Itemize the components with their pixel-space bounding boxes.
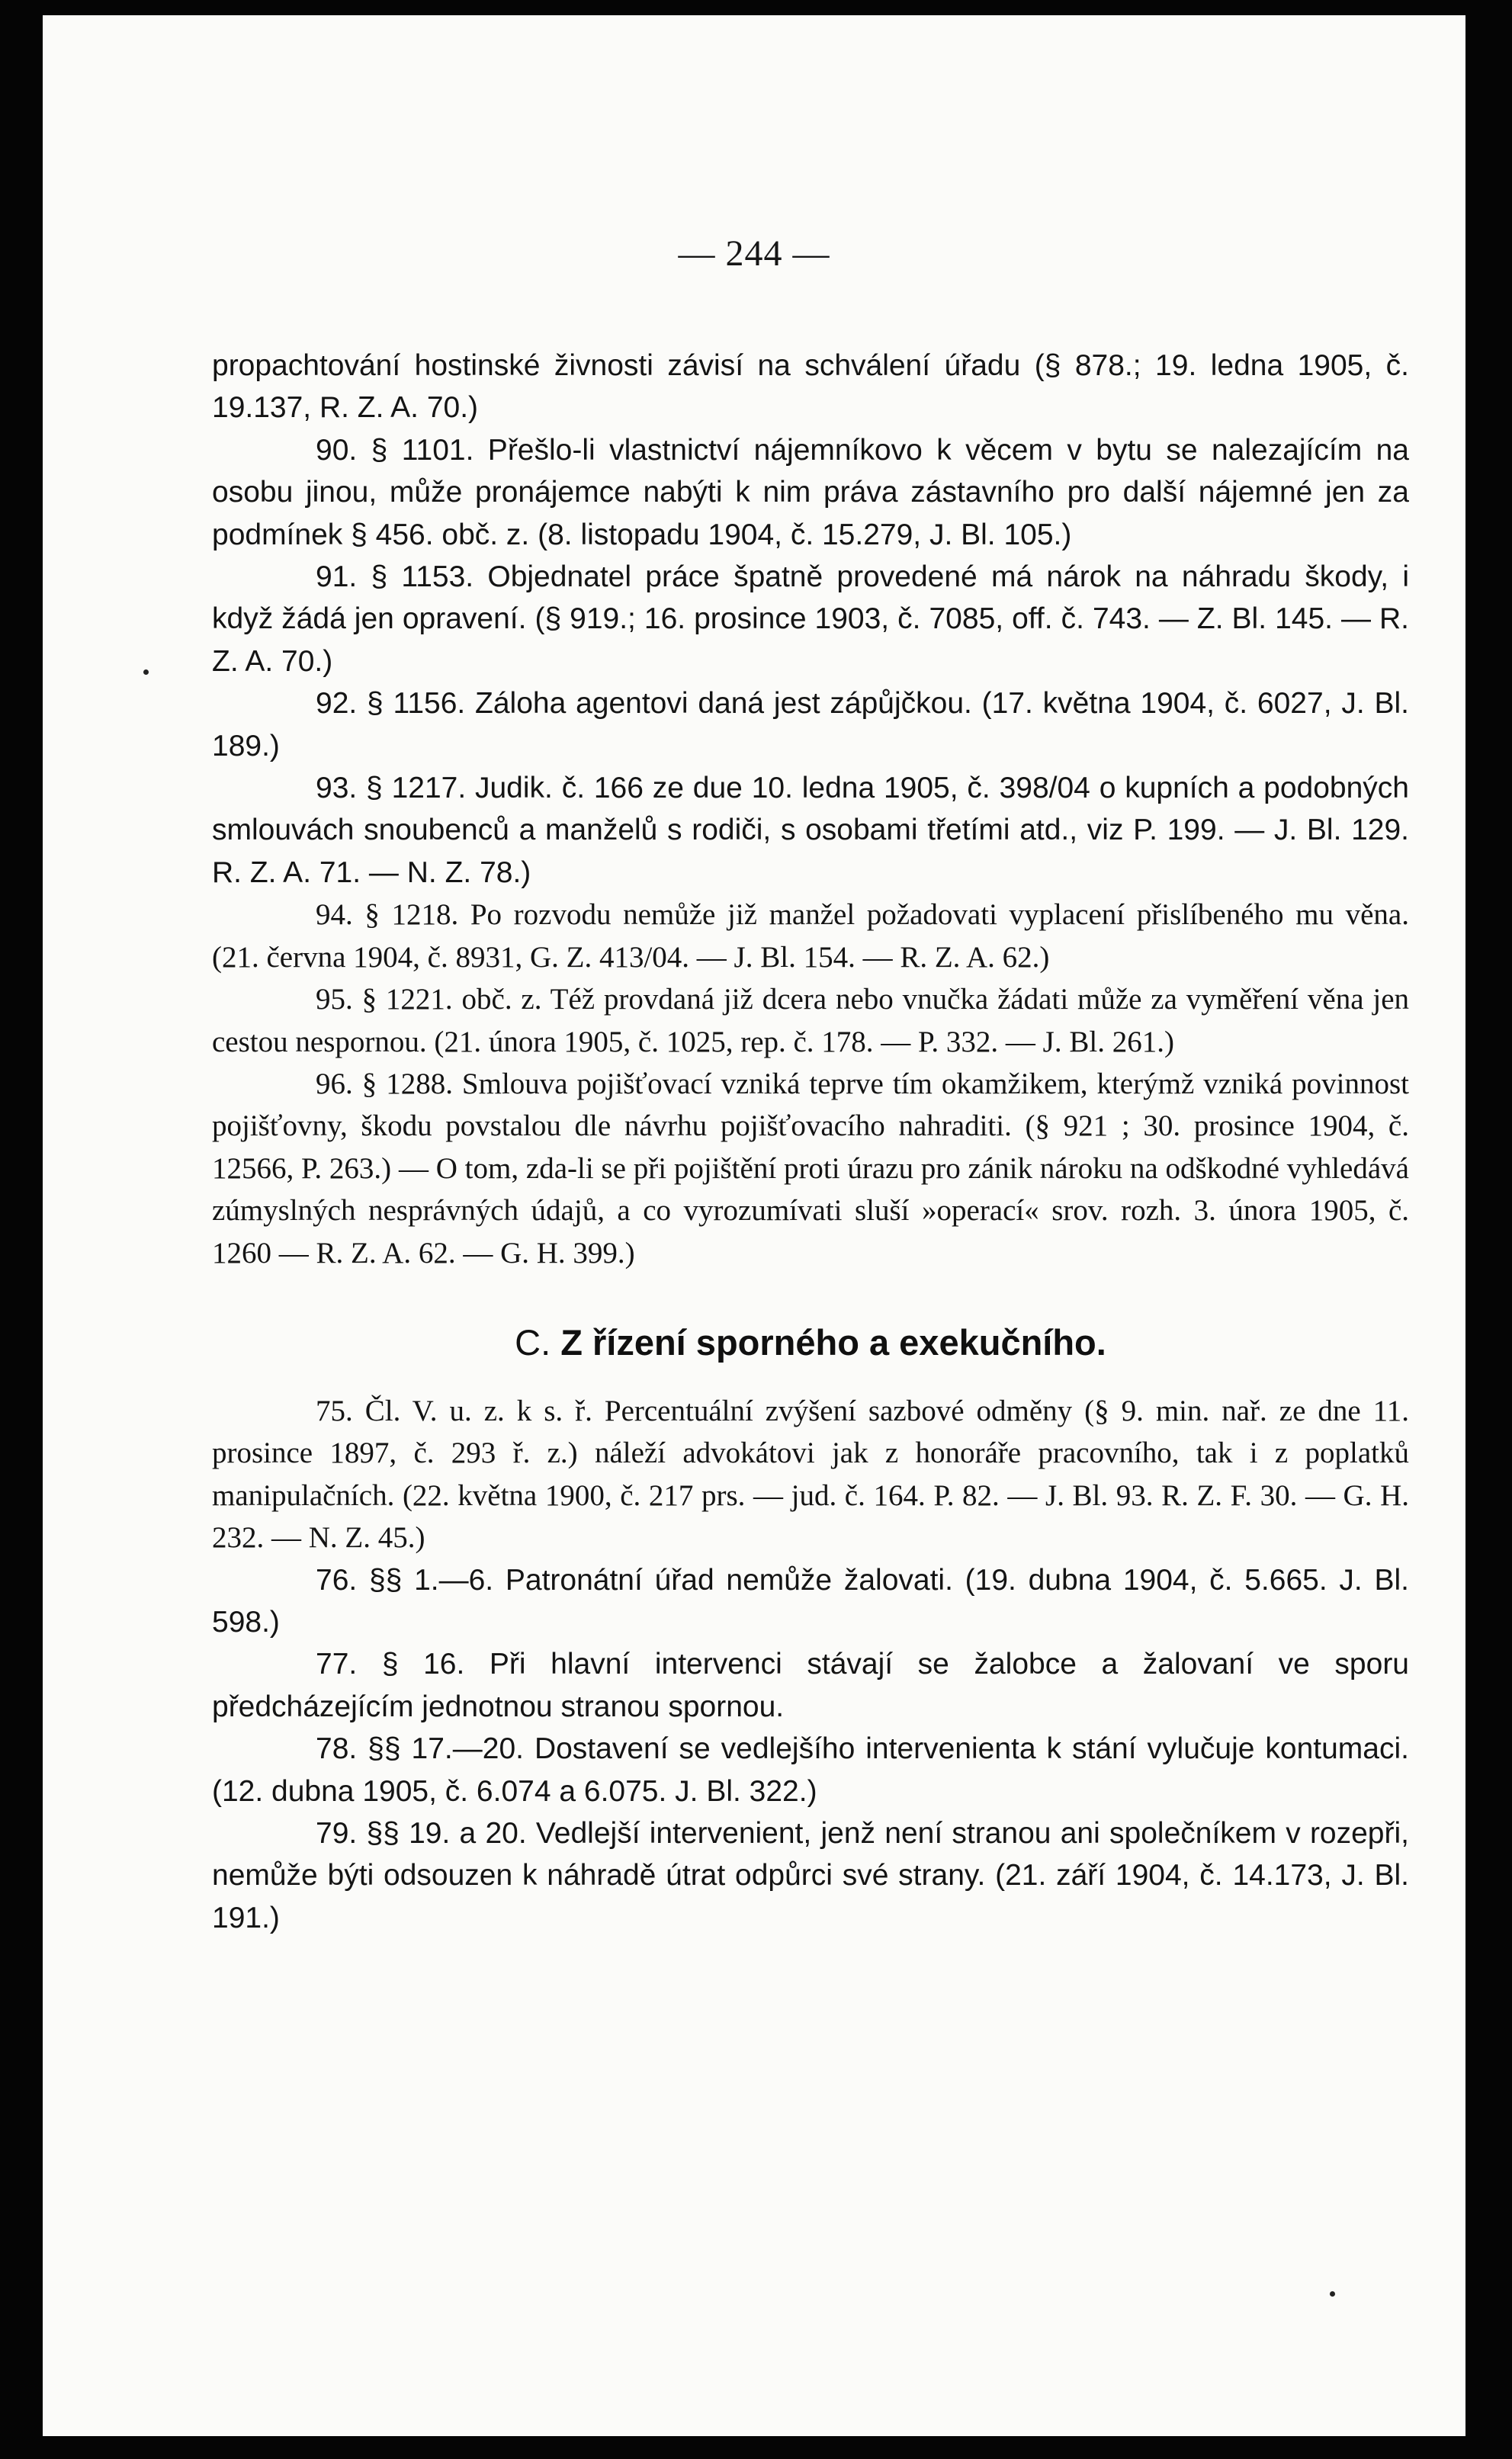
section-title: Z řízení sporného a exekučního. <box>560 1321 1106 1363</box>
paragraph-75: 75. Čl. V. u. z. k s. ř. Percentuální zvýšení sazbové odměny (§ 9. min. nař. ze dne 11. prosince 1897, č. 293 ř. z.) náleží advokátovi jak z honoráře pracovního, tak i z poplatků manipulačních. (22. května 1900, č. 217 prs. — jud. č. 164. P. 82. — J. Bl. 93. R. Z. F. 30. — G. H. 232. — N. Z. 45.) <box>212 1394 1409 1555</box>
book-page <box>43 15 1465 2436</box>
paragraph-79: 79. §§ 19. a 20. Vedlejší intervenient, jenž není stranou ani společníkem v rozepři, nemůže býti odsouzen k náhradě útrat odpůrci své strany. (21. září 1904, č. 14.173, J. Bl. 191.) <box>212 1817 1409 1934</box>
paragraph-94: 94. § 1218. Po rozvodu nemůže již manžel požadovati vyplacení přislíbeného mu věna. (21. června 1904, č. 8931, G. Z. 413/04. — J. Bl. 154. — R. Z. A. 62.) <box>212 898 1409 974</box>
paragraph-96: 96. § 1288. Smlouva pojišťovací vzniká teprve tím okamžikem, kterýmž vzniká povinnost pojišťovny, škodu povstalou dle návrhu pojišťovacího nahraditi. (§ 921 ; 30. prosince 1904, č. 12566, P. 263.) — O tom, zda-li se při pojištění proti úrazu pro zánik nároku na odškodné vyhledává zúmyslných nesprávných údajů, a co vyrozumívati sluší »operací« srov. rozh. 3. února 1905, č. 1260 — R. Z. A. 62. — G. H. 399.) <box>212 1067 1409 1270</box>
paragraph-91: 91. § 1153. Objednatel práce špatně provedené má nárok na náhradu škody, i když žádá jen opravení. (§ 919.; 16. prosince 1903, č. 7085, off. č. 743. — Z. Bl. 145. — R. Z. A. 70.) <box>212 560 1409 678</box>
page-body <box>212 345 1409 1939</box>
section-heading <box>212 1320 1409 1366</box>
page-number: — 244 — <box>678 233 830 274</box>
section-letter: C. <box>515 1321 551 1363</box>
paragraph-93: 93. § 1217. Judik. č. 166 ze due 10. ledna 1905, č. 398/04 o kupních a podobných smlouvách snoubenců a manželů s rodiči, s osobami třetími atd., viz P. 199. — J. Bl. 129. R. Z. A. 71. — N. Z. 78.) <box>212 772 1409 889</box>
scan-speck <box>143 669 149 675</box>
paragraph-76: 76. §§ 1.—6. Patronátní úřad nemůže žalovati. (19. dubna 1904, č. 5.665. J. Bl. 598.) <box>212 1563 1409 1639</box>
paragraph-continuation: propachtování hostinské živnosti závisí na schválení úřadu (§ 878.; 19. ledna 1905, č. 19.137, R. Z. A. 70.) <box>212 349 1409 425</box>
paragraph-92: 92. § 1156. Záloha agentovi daná jest zápůjčkou. (17. května 1904, č. 6027, J. Bl. 189.) <box>212 687 1409 762</box>
paragraph-90: 90. § 1101. Přešlo-li vlastnictví nájemníkovo k věcem v bytu se nalezajícím na osobu jinou, může pronájemce nabýti k nim práva zástavního pro další nájemné jen za podmínek § 456. obč. z. (8. listopadu 1904, č. 15.279, J. Bl. 105.) <box>212 433 1409 551</box>
paragraph-95: 95. § 1221. obč. z. Též provdaná již dcera nebo vnučka žádati může za vyměření věna jen cestou nespornou. (21. února 1905, č. 1025, rep. č. 178. — P. 332. — J. Bl. 261.) <box>212 983 1409 1058</box>
paragraph-78: 78. §§ 17.—20. Dostavení se vedlejšího intervenienta k stání vylučuje kontumaci. (12. dubna 1905, č. 6.074 a 6.075. J. Bl. 322.) <box>212 1732 1409 1808</box>
scan-speck <box>1330 2291 1335 2297</box>
paragraph-77: 77. § 16. Při hlavní intervenci stávají se žalobce a žalovaní ve sporu předcházejícím jednotnou stranou spornou. <box>212 1648 1409 1723</box>
